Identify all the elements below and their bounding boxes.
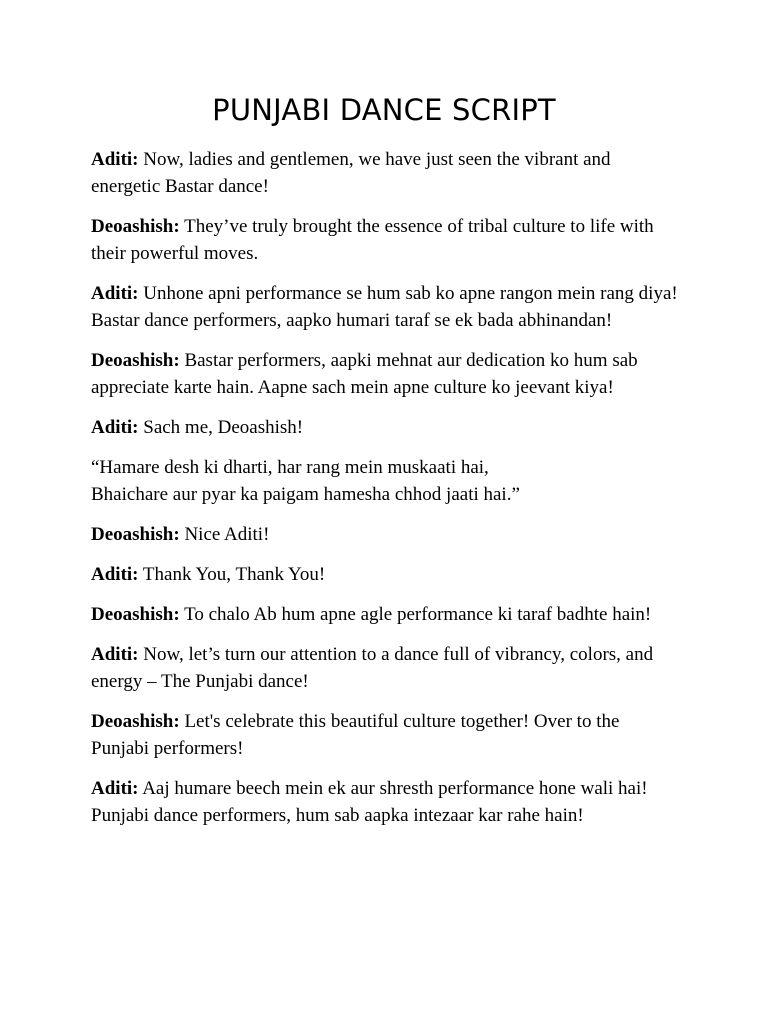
speaker-name: Aditi: [91, 149, 139, 170]
dialogue-line [91, 146, 681, 200]
speaker-name: Deoashish: [91, 524, 180, 545]
dialogue-text: Aaj humare beech mein ek aur shresth performance hone wali hai! Punjabi dance performers, hum sab aapka intezaar kar rahe hain! [91, 778, 648, 826]
dialogue-line [91, 521, 681, 548]
dialogue-line [91, 347, 681, 401]
speaker-name: Aditi: [91, 283, 139, 304]
dialogue-line [91, 641, 681, 695]
dialogue-line [91, 213, 681, 267]
speaker-name: Deoashish: [91, 350, 180, 371]
dialogue-line [91, 561, 681, 588]
dialogue-text: Sach me, Deoashish! [138, 417, 304, 438]
speaker-name: Aditi: [91, 644, 139, 665]
speaker-name: Aditi: [91, 778, 139, 799]
dialogue-text: Thank You, Thank You! [138, 564, 326, 585]
speaker-name: Deoashish: [91, 711, 180, 732]
speaker-name: Deoashish: [91, 604, 180, 625]
speaker-name: Aditi: [91, 564, 139, 585]
dialogue-line [91, 775, 681, 829]
dialogue-text: They’ve truly brought the essence of tribal culture to life with their powerful moves. [91, 216, 654, 264]
verse-line: Bhaichare aur pyar ka paigam hamesha chhod jaati hai.” [91, 484, 520, 505]
dialogue-text: Let's celebrate this beautiful culture together! Over to the Punjabi performers! [91, 711, 620, 759]
script-body [91, 146, 681, 842]
dialogue-line [91, 601, 681, 628]
dialogue-text: Now, let’s turn our attention to a dance full of vibrancy, colors, and energy – The Punjabi dance! [91, 644, 654, 692]
dialogue-text: Nice Aditi! [179, 524, 270, 545]
dialogue-text: To chalo Ab hum apne agle performance ki taraf badhte hain! [179, 604, 652, 625]
dialogue-text: Now, ladies and gentlemen, we have just seen the vibrant and energetic Bastar dance! [91, 149, 611, 197]
dialogue-text: Bastar performers, aapki mehnat aur dedication ko hum sab appreciate karte hain. Aapne sach mein apne culture ko jeevant kiya! [91, 350, 638, 398]
verse-line: “Hamare desh ki dharti, har rang mein muskaati hai, [91, 457, 489, 478]
verse [91, 454, 681, 508]
dialogue-line [91, 280, 681, 334]
speaker-name: Aditi: [91, 417, 139, 438]
dialogue-text: Unhone apni performance se hum sab ko apne rangon mein rang diya! Bastar dance performers, aapko humari taraf se ek bada abhinandan! [91, 283, 678, 331]
page-title: PUNJABI DANCE SCRIPT [212, 93, 556, 127]
dialogue-line [91, 414, 681, 441]
speaker-name: Deoashish: [91, 216, 180, 237]
dialogue-line [91, 708, 681, 762]
